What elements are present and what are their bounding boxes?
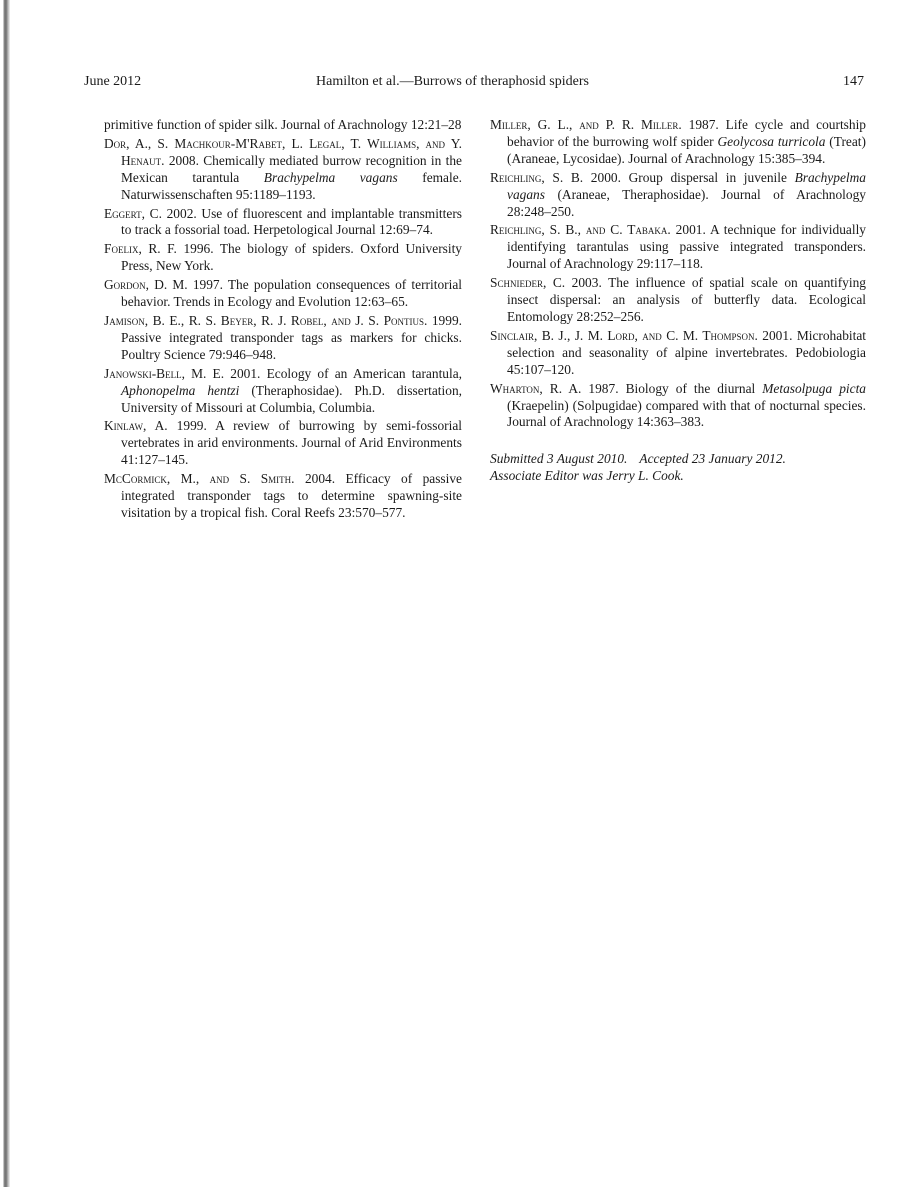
- page-number: 147: [843, 74, 864, 89]
- reference-entry: [104, 277, 462, 311]
- left-column: [104, 117, 462, 524]
- reference-text: 1987. Biology of the diurnal: [581, 380, 763, 396]
- reference-species-name: Brachypelma vagans: [263, 169, 398, 185]
- reference-authors: Schnieder, C.: [490, 275, 566, 291]
- reference-text-tail: (Kraepelin) (Solpugidae) compared with that of nocturnal species. Journal of Arachnology 14:363–383.: [507, 397, 866, 430]
- reference-text-tail: (Araneae, Theraphosidae). Journal of Arachnology 28:248–250.: [507, 186, 866, 219]
- reference-entry: [104, 418, 462, 469]
- reference-text: 2001. A technique for individually identifying tarantulas using passive integrated transponders. Journal of Arachnology 29:117–118.: [507, 222, 866, 272]
- reference-text: 1996. The biology of spiders. Oxford University Press, New York.: [121, 241, 462, 274]
- reference-authors: Reichling, S. B.: [490, 169, 584, 185]
- reference-authors: McCormick, M., and S. Smith.: [104, 471, 295, 487]
- reference-authors: Dor, A., S. Machkour-M'Rabet, L. Legal, T. Williams, and Y. Henaut.: [104, 135, 462, 168]
- reference-entry: [490, 170, 866, 221]
- reference-authors: Foelix, R. F.: [104, 241, 177, 257]
- reference-authors: Eggert, C.: [104, 205, 162, 221]
- reference-species-name: Brachypelma vagans: [507, 169, 866, 202]
- reference-species-name: Aphonopelma hentzi: [121, 382, 240, 398]
- reference-entry: [490, 117, 866, 168]
- reference-entry: [490, 381, 866, 432]
- reference-text-tail: (Treat) (Araneae, Lycosidae). Journal of Arachnology 15:385–394.: [507, 133, 866, 166]
- reference-entry: [104, 471, 462, 522]
- right-column: [490, 117, 866, 485]
- reference-text: 2001. Microhabitat selection and seasonality of alpine invertebrates. Pedobiologia 45:107–120.: [507, 327, 866, 377]
- reference-entry: [104, 366, 462, 417]
- submission-dates: [490, 451, 866, 468]
- reference-text: 1987. Life cycle and courtship behavior of the burrowing wolf spider: [507, 117, 866, 149]
- reference-authors: Reichling, S. B., and C. Tabaka.: [490, 222, 671, 238]
- reference-authors: Jamison, B. E., R. S. Beyer, R. J. Robel, and J. S. Pontius.: [104, 312, 428, 328]
- reference-text-tail: (Theraphosidae). Ph.D. dissertation, University of Missouri at Columbia, Columbia.: [121, 382, 462, 415]
- reference-entry: [104, 206, 462, 240]
- associate-editor: Associate Editor was Jerry L. Cook.: [490, 468, 684, 484]
- reference-authors: Gordon, D. M.: [104, 277, 188, 293]
- reference-entry: [104, 241, 462, 275]
- reference-text: 2001. Ecology of an American tarantula,: [224, 365, 462, 381]
- right-reference-list: [490, 117, 866, 431]
- submitted-date: Submitted 3 August 2010.: [490, 451, 628, 467]
- running-title: Hamilton et al.—Burrows of theraphosid spiders: [316, 74, 589, 89]
- left-reference-list: [104, 136, 462, 522]
- reference-entry: [104, 136, 462, 204]
- reference-authors: Sinclair, B. J., J. M. Lord, and C. M. Thompson.: [490, 327, 758, 343]
- reference-text-tail: female. Naturwissenschaften 95:1189–1193.: [121, 169, 463, 202]
- reference-authors: Miller, G. L., and P. R. Miller.: [490, 117, 682, 132]
- submission-info: [490, 451, 866, 485]
- accepted-date: Accepted 23 January 2012.: [639, 451, 786, 467]
- scan-binding-edge: [0, 0, 10, 1187]
- reference-entry: [490, 275, 866, 326]
- issue-date: June 2012: [84, 74, 142, 89]
- reference-text: 2003. The influence of spatial scale on quantifying insect dispersal: an analysis of butterfly data. Ecological Entomology 28:252–256.: [507, 275, 866, 324]
- reference-text: 2000. Group dispersal in juvenile: [583, 169, 795, 185]
- reference-text: 2002. Use of fluorescent and implantable transmitters to track a fossorial toad. Herpetological Journal 12:69–74.: [121, 205, 462, 238]
- reference-entry: [104, 313, 462, 364]
- reference-text: 1999. Passive integrated transponder tags as markers for chicks. Poultry Science 79:946–948.: [121, 312, 462, 362]
- reference-text: 2004. Efficacy of passive integrated transponder tags to determine spawning-site visitation by a tropical fish. Coral Reefs 23:570–577.: [121, 471, 462, 520]
- reference-species-name: Geolycosa turricola: [717, 133, 826, 149]
- reference-text: 2008. Chemically mediated burrow recognition in the Mexican tarantula: [121, 152, 462, 185]
- reference-authors: Kinlaw, A.: [104, 418, 168, 434]
- reference-authors: Wharton, R. A.: [490, 380, 582, 396]
- reference-species-name: Metasolpuga picta: [762, 380, 866, 396]
- reference-entry: [490, 222, 866, 273]
- reference-continuation: primitive function of spider silk. Journal of Arachnology 12:21–28: [104, 117, 462, 132]
- reference-text: 1997. The population consequences of territorial behavior. Trends in Ecology and Evolution 12:63–65.: [121, 277, 462, 310]
- running-header: [84, 74, 864, 94]
- reference-text: 1999. A review of burrowing by semi-fossorial vertebrates in arid environments. Journal of Arid Environments 41:127–145.: [121, 418, 462, 468]
- reference-entry: [490, 328, 866, 379]
- reference-authors: Janowski-Bell, M. E.: [104, 365, 225, 381]
